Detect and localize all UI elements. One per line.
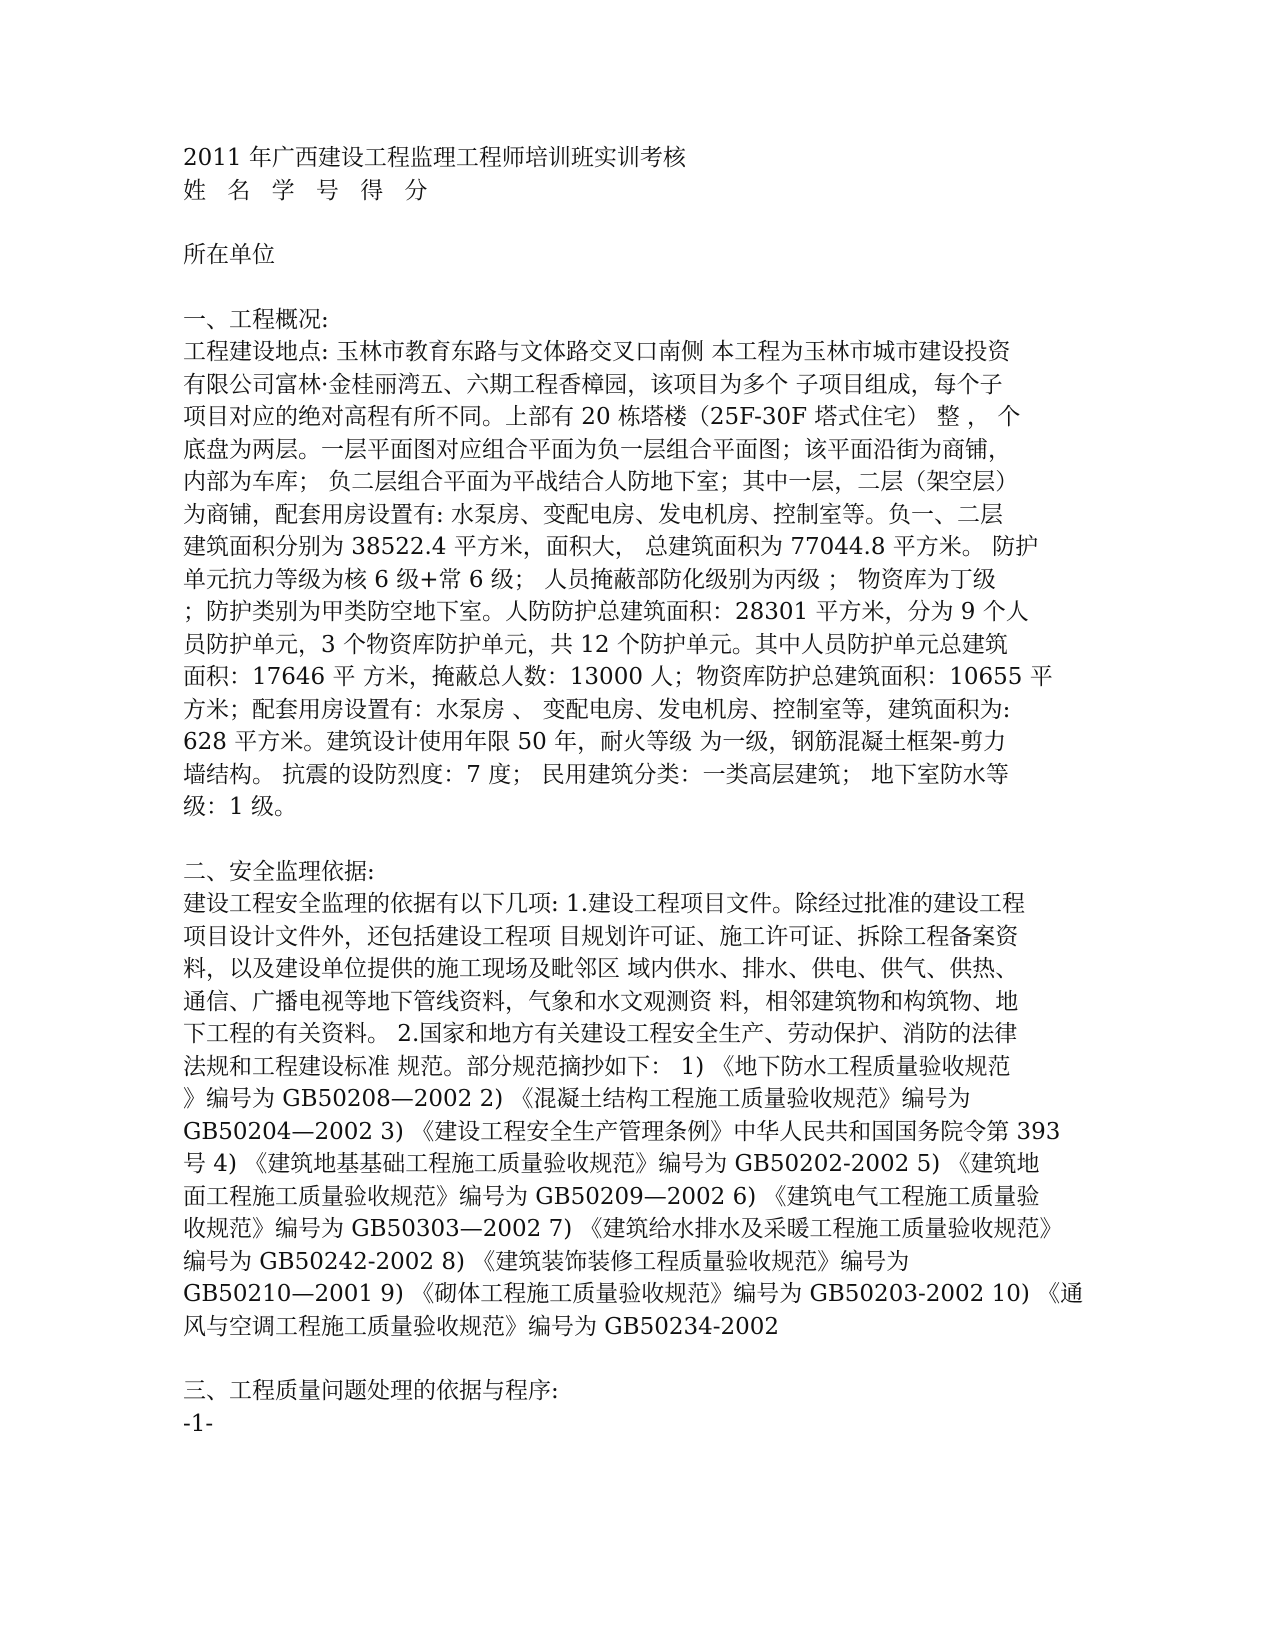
- paragraph-line: 面积：17646 平 方米，掩蔽总人数：13000 人；物资库防护总建筑面积：10655 平: [183, 664, 1053, 690]
- paragraph-line: 法规和工程建设标准 规范。部分规范摘抄如下： 1) 《地下防水工程质量验收规范: [183, 1053, 1011, 1080]
- paragraph-line: 员防护单元，3 个物资库防护单元，共 12 个防护单元。其中人员防护单元总建筑: [183, 631, 1008, 658]
- paragraph-line: 下工程的有关资料。 2.国家和地方有关建设工程安全生产、劳动保护、消防的法律: [183, 1021, 1018, 1047]
- paragraph-line: 号 4) 《建筑地基基础工程施工质量验收规范》编号为 GB50202-2002 5) 《建筑地: [183, 1151, 1040, 1177]
- paragraph-line: 面工程施工质量验收规范》编号为 GB50209—2002 6) 《建筑电气工程施工质量验: [183, 1183, 1040, 1210]
- section-heading-overview: 一、工程概况:: [183, 306, 329, 333]
- paragraph-line: 628 平方米。建筑设计使用年限 50 年，耐火等级 为一级，钢筋混凝土框架-剪力: [183, 729, 1007, 755]
- paragraph-line: 编号为 GB50242-2002 8) 《建筑装饰装修工程质量验收规范》编号为: [183, 1248, 910, 1275]
- paragraph-line: 级：1 级。: [183, 794, 297, 820]
- paragraph-line: 墙结构。 抗震的设防烈度：7 度； 民用建筑分类：一类高层建筑； 地下室防水等: [183, 761, 1009, 788]
- student-info-fields: 姓 名 学 号 得 分: [183, 177, 435, 204]
- paragraph-line: 为商铺，配套用房设置有: 水泵房、变配电房、发电机房、控制室等。负一、二层: [183, 501, 1004, 528]
- paragraph-line: 工程建设地点: 玉林市教育东路与文体路交叉口南侧 本工程为玉林市城市建设投资: [183, 339, 1011, 365]
- paragraph-line: 项目对应的绝对高程有所不同。上部有 20 栋塔楼（25F-30F 塔式住宅） 整 ， 个: [183, 404, 1021, 430]
- paragraph-line: 底盘为两层。一层平面图对应组合平面为负一层组合平面图；该平面沿街为商铺，: [183, 436, 1011, 463]
- document-title: 2011 年广西建设工程监理工程师培训班实训考核: [183, 145, 686, 171]
- paragraph-line: GB50204—2002 3) 《建设工程安全生产管理条例》中华人民共和国国务院令第 393: [183, 1118, 1061, 1145]
- section-heading-quality-issues: 三、工程质量问题处理的依据与程序:: [183, 1378, 559, 1404]
- unit-label: 所在单位: [183, 242, 275, 268]
- paragraph-line: 有限公司富林·金桂丽湾五、六期工程香樟园，该项目为多个 子项目组成，每个子: [183, 371, 1003, 398]
- paragraph-line: 建设工程安全监理的依据有以下几项: 1.建设工程项目文件。除经过批准的建设工程: [183, 891, 1026, 917]
- document-body: [183, 142, 1103, 1440]
- paragraph-line: 建筑面积分别为 38522.4 平方米，面积大， 总建筑面积为 77044.8 平方米。 防护: [183, 534, 1039, 560]
- paragraph-line: 》编号为 GB50208—2002 2) 《混凝土结构工程施工质量验收规范》编号为: [183, 1086, 971, 1112]
- paragraph-line: ；防护类别为甲类防空地下室。人防防护总建筑面积：28301 平方米，分为 9 个人: [183, 599, 1029, 625]
- section-overview-body: [183, 336, 1103, 824]
- section-safety-basis-body: [183, 888, 1103, 1343]
- paragraph-line: 料，以及建设单位提供的施工现场及毗邻区 域内供水、排水、供电、供气、供热、: [183, 956, 1019, 982]
- page-number: -1-: [183, 1410, 214, 1437]
- paragraph-line: 内部为车库； 负二层组合平面为平战结合人防地下室；其中一层，二层（架空层）: [183, 469, 1019, 495]
- paragraph-line: GB50210—2001 9) 《砌体工程施工质量验收规范》编号为 GB50203-2002 10) 《通: [183, 1281, 1084, 1307]
- paragraph-line: 项目设计文件外，还包括建设工程项 目规划许可证、施工许可证、拆除工程备案资: [183, 923, 1019, 950]
- section-heading-safety-basis: 二、安全监理依据:: [183, 858, 375, 885]
- paragraph-line: 方米；配套用房设置有：水泵房 、 变配电房、发电机房、控制室等，建筑面积为:: [183, 696, 1011, 723]
- paragraph-line: 风与空调工程施工质量验收规范》编号为 GB50234-2002: [183, 1313, 780, 1340]
- paragraph-line: 通信、广播电视等地下管线资料，气象和水文观测资 料，相邻建筑物和构筑物、地: [183, 988, 1019, 1015]
- paragraph-line: 收规范》编号为 GB50303—2002 7) 《建筑给水排水及采暖工程施工质量验收规范》: [183, 1216, 1063, 1242]
- paragraph-line: 单元抗力等级为核 6 级+常 6 级； 人员掩蔽部防化级别为丙级 ； 物资库为丁级: [183, 566, 996, 593]
